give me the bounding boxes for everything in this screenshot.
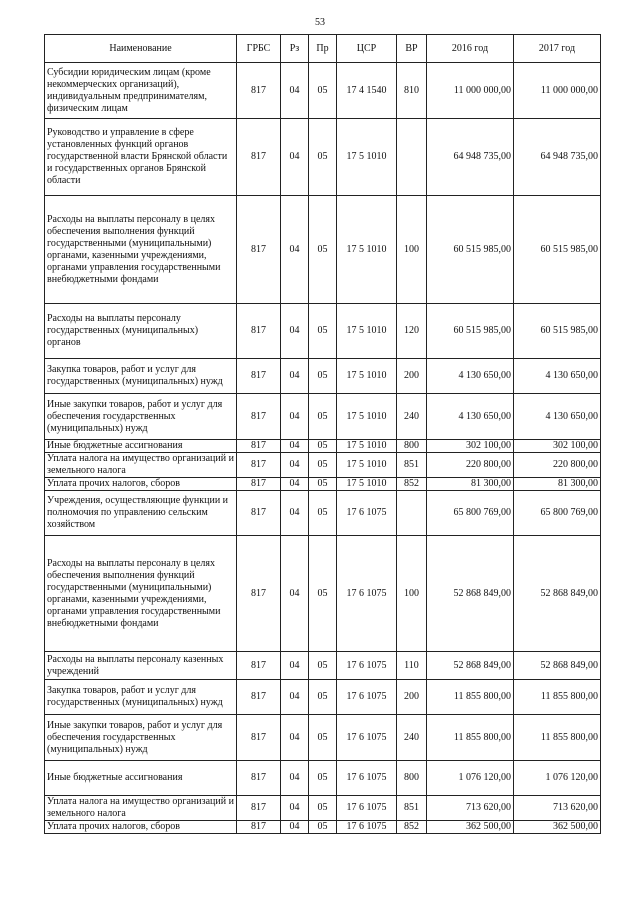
cell-grbs: 817 xyxy=(237,796,281,821)
budget-table xyxy=(44,34,601,834)
table-row xyxy=(45,196,601,304)
cell-grbs: 817 xyxy=(237,304,281,359)
cell-y2017: 11 855 800,00 xyxy=(514,715,601,761)
cell-csr: 17 6 1075 xyxy=(337,680,397,715)
cell-rz: 04 xyxy=(281,394,309,440)
cell-pr: 05 xyxy=(309,304,337,359)
header-vr: ВР xyxy=(397,35,427,63)
cell-grbs: 817 xyxy=(237,478,281,491)
table-row xyxy=(45,119,601,196)
cell-y2017: 60 515 985,00 xyxy=(514,304,601,359)
cell-rz: 04 xyxy=(281,196,309,304)
cell-pr: 05 xyxy=(309,715,337,761)
cell-grbs: 817 xyxy=(237,536,281,652)
table-row xyxy=(45,491,601,536)
cell-y2017: 1 076 120,00 xyxy=(514,761,601,796)
table-row xyxy=(45,652,601,680)
cell-name: Иные бюджетные ассигнования xyxy=(45,761,237,796)
cell-pr: 05 xyxy=(309,652,337,680)
table-row xyxy=(45,440,601,453)
cell-vr: 851 xyxy=(397,453,427,478)
cell-rz: 04 xyxy=(281,119,309,196)
table-row xyxy=(45,680,601,715)
cell-rz: 04 xyxy=(281,453,309,478)
cell-vr: 120 xyxy=(397,304,427,359)
cell-rz: 04 xyxy=(281,536,309,652)
cell-csr: 17 6 1075 xyxy=(337,761,397,796)
cell-rz: 04 xyxy=(281,715,309,761)
cell-grbs: 817 xyxy=(237,440,281,453)
cell-y2017: 362 500,00 xyxy=(514,821,601,834)
page-number: 53 xyxy=(315,17,325,28)
table-row xyxy=(45,359,601,394)
cell-y2016: 60 515 985,00 xyxy=(427,304,514,359)
table-row xyxy=(45,394,601,440)
cell-name: Уплата налога на имущество организаций и земельного налога xyxy=(45,453,237,478)
cell-name: Иные закупки товаров, работ и услуг для обеспечения государственных (муниципальных) нужд xyxy=(45,715,237,761)
header-csr: ЦСР xyxy=(337,35,397,63)
table-row xyxy=(45,478,601,491)
cell-name: Учреждения, осуществляющие функции и полномочия по управлению сельским хозяйством xyxy=(45,491,237,536)
cell-y2017: 713 620,00 xyxy=(514,796,601,821)
header-pr: Пр xyxy=(309,35,337,63)
cell-pr: 05 xyxy=(309,440,337,453)
cell-grbs: 817 xyxy=(237,652,281,680)
cell-pr: 05 xyxy=(309,796,337,821)
header-grbs: ГРБС xyxy=(237,35,281,63)
cell-y2016: 65 800 769,00 xyxy=(427,491,514,536)
cell-csr: 17 5 1010 xyxy=(337,119,397,196)
cell-vr: 852 xyxy=(397,478,427,491)
cell-y2016: 302 100,00 xyxy=(427,440,514,453)
cell-vr: 100 xyxy=(397,536,427,652)
cell-vr: 800 xyxy=(397,761,427,796)
cell-grbs: 817 xyxy=(237,196,281,304)
cell-csr: 17 5 1010 xyxy=(337,196,397,304)
header-row xyxy=(45,35,601,63)
cell-csr: 17 6 1075 xyxy=(337,536,397,652)
cell-rz: 04 xyxy=(281,680,309,715)
cell-vr: 851 xyxy=(397,796,427,821)
cell-csr: 17 4 1540 xyxy=(337,63,397,119)
header-name: Наименование xyxy=(45,35,237,63)
cell-pr: 05 xyxy=(309,536,337,652)
cell-rz: 04 xyxy=(281,491,309,536)
cell-y2016: 1 076 120,00 xyxy=(427,761,514,796)
cell-vr: 810 xyxy=(397,63,427,119)
header-2016: 2016 год xyxy=(427,35,514,63)
cell-y2016: 11 000 000,00 xyxy=(427,63,514,119)
cell-y2017: 11 855 800,00 xyxy=(514,680,601,715)
cell-pr: 05 xyxy=(309,478,337,491)
cell-y2016: 60 515 985,00 xyxy=(427,196,514,304)
cell-rz: 04 xyxy=(281,821,309,834)
cell-name: Закупка товаров, работ и услуг для государственных (муниципальных) нужд xyxy=(45,359,237,394)
cell-y2017: 302 100,00 xyxy=(514,440,601,453)
cell-csr: 17 5 1010 xyxy=(337,440,397,453)
cell-rz: 04 xyxy=(281,652,309,680)
cell-name: Расходы на выплаты персоналу в целях обеспечения выполнения функций государственными (муниципальными) органами, казенными учреждениями, органами управления государственными внебюджетными фондами xyxy=(45,536,237,652)
cell-y2017: 65 800 769,00 xyxy=(514,491,601,536)
cell-grbs: 817 xyxy=(237,119,281,196)
cell-name: Иные бюджетные ассигнования xyxy=(45,440,237,453)
cell-y2017: 52 868 849,00 xyxy=(514,536,601,652)
cell-y2016: 220 800,00 xyxy=(427,453,514,478)
table-body xyxy=(45,63,601,834)
cell-rz: 04 xyxy=(281,359,309,394)
cell-pr: 05 xyxy=(309,761,337,796)
cell-pr: 05 xyxy=(309,821,337,834)
cell-name: Иные закупки товаров, работ и услуг для обеспечения государственных (муниципальных) нужд xyxy=(45,394,237,440)
cell-name: Уплата налога на имущество организаций и земельного налога xyxy=(45,796,237,821)
cell-y2017: 60 515 985,00 xyxy=(514,196,601,304)
cell-rz: 04 xyxy=(281,478,309,491)
cell-y2016: 52 868 849,00 xyxy=(427,652,514,680)
cell-y2017: 11 000 000,00 xyxy=(514,63,601,119)
cell-y2016: 81 300,00 xyxy=(427,478,514,491)
cell-grbs: 817 xyxy=(237,761,281,796)
table-row xyxy=(45,453,601,478)
cell-name: Уплата прочих налогов, сборов xyxy=(45,821,237,834)
cell-vr: 100 xyxy=(397,196,427,304)
cell-pr: 05 xyxy=(309,119,337,196)
cell-vr: 240 xyxy=(397,715,427,761)
cell-csr: 17 5 1010 xyxy=(337,304,397,359)
cell-rz: 04 xyxy=(281,761,309,796)
cell-y2016: 11 855 800,00 xyxy=(427,715,514,761)
cell-csr: 17 6 1075 xyxy=(337,821,397,834)
cell-vr: 852 xyxy=(397,821,427,834)
header-2017: 2017 год xyxy=(514,35,601,63)
cell-grbs: 817 xyxy=(237,394,281,440)
table-row xyxy=(45,536,601,652)
cell-pr: 05 xyxy=(309,453,337,478)
cell-y2016: 64 948 735,00 xyxy=(427,119,514,196)
cell-grbs: 817 xyxy=(237,63,281,119)
cell-name: Уплата прочих налогов, сборов xyxy=(45,478,237,491)
cell-csr: 17 5 1010 xyxy=(337,478,397,491)
cell-pr: 05 xyxy=(309,196,337,304)
table-row xyxy=(45,796,601,821)
cell-csr: 17 5 1010 xyxy=(337,394,397,440)
table-row xyxy=(45,761,601,796)
cell-grbs: 817 xyxy=(237,491,281,536)
cell-grbs: 817 xyxy=(237,680,281,715)
cell-name: Расходы на выплаты персоналу государственных (муниципальных) органов xyxy=(45,304,237,359)
cell-rz: 04 xyxy=(281,304,309,359)
cell-vr: 110 xyxy=(397,652,427,680)
cell-name: Расходы на выплаты персоналу в целях обеспечения выполнения функций государственными (муниципальными) органами, казенными учреждениями, органами управления государственными внебюджетными фондами xyxy=(45,196,237,304)
cell-y2016: 362 500,00 xyxy=(427,821,514,834)
table-row xyxy=(45,63,601,119)
cell-y2016: 4 130 650,00 xyxy=(427,359,514,394)
cell-rz: 04 xyxy=(281,440,309,453)
cell-pr: 05 xyxy=(309,680,337,715)
cell-y2017: 220 800,00 xyxy=(514,453,601,478)
cell-rz: 04 xyxy=(281,796,309,821)
cell-vr: 240 xyxy=(397,394,427,440)
table-row xyxy=(45,715,601,761)
cell-grbs: 817 xyxy=(237,359,281,394)
table-row xyxy=(45,821,601,834)
cell-name: Руководство и управление в сфере установленных функций органов государственной власти Брянской области и государственных органов Брянской области xyxy=(45,119,237,196)
cell-pr: 05 xyxy=(309,394,337,440)
cell-y2016: 713 620,00 xyxy=(427,796,514,821)
cell-csr: 17 6 1075 xyxy=(337,652,397,680)
cell-y2016: 52 868 849,00 xyxy=(427,536,514,652)
table-row xyxy=(45,304,601,359)
cell-vr xyxy=(397,119,427,196)
cell-y2016: 4 130 650,00 xyxy=(427,394,514,440)
cell-name: Закупка товаров, работ и услуг для государственных (муниципальных) нужд xyxy=(45,680,237,715)
cell-pr: 05 xyxy=(309,491,337,536)
cell-grbs: 817 xyxy=(237,821,281,834)
cell-csr: 17 5 1010 xyxy=(337,453,397,478)
cell-name: Субсидии юридическим лицам (кроме некоммерческих организаций), индивидуальным предпринимателям, физическим лицам xyxy=(45,63,237,119)
cell-vr: 800 xyxy=(397,440,427,453)
cell-rz: 04 xyxy=(281,63,309,119)
cell-csr: 17 6 1075 xyxy=(337,796,397,821)
cell-y2016: 11 855 800,00 xyxy=(427,680,514,715)
cell-csr: 17 6 1075 xyxy=(337,715,397,761)
cell-y2017: 81 300,00 xyxy=(514,478,601,491)
cell-y2017: 4 130 650,00 xyxy=(514,359,601,394)
cell-name: Расходы на выплаты персоналу казенных учреждений xyxy=(45,652,237,680)
cell-grbs: 817 xyxy=(237,715,281,761)
cell-csr: 17 5 1010 xyxy=(337,359,397,394)
cell-csr: 17 6 1075 xyxy=(337,491,397,536)
cell-vr: 200 xyxy=(397,680,427,715)
cell-vr xyxy=(397,491,427,536)
cell-grbs: 817 xyxy=(237,453,281,478)
header-rz: Рз xyxy=(281,35,309,63)
cell-pr: 05 xyxy=(309,359,337,394)
cell-y2017: 64 948 735,00 xyxy=(514,119,601,196)
cell-y2017: 52 868 849,00 xyxy=(514,652,601,680)
cell-y2017: 4 130 650,00 xyxy=(514,394,601,440)
cell-vr: 200 xyxy=(397,359,427,394)
cell-pr: 05 xyxy=(309,63,337,119)
